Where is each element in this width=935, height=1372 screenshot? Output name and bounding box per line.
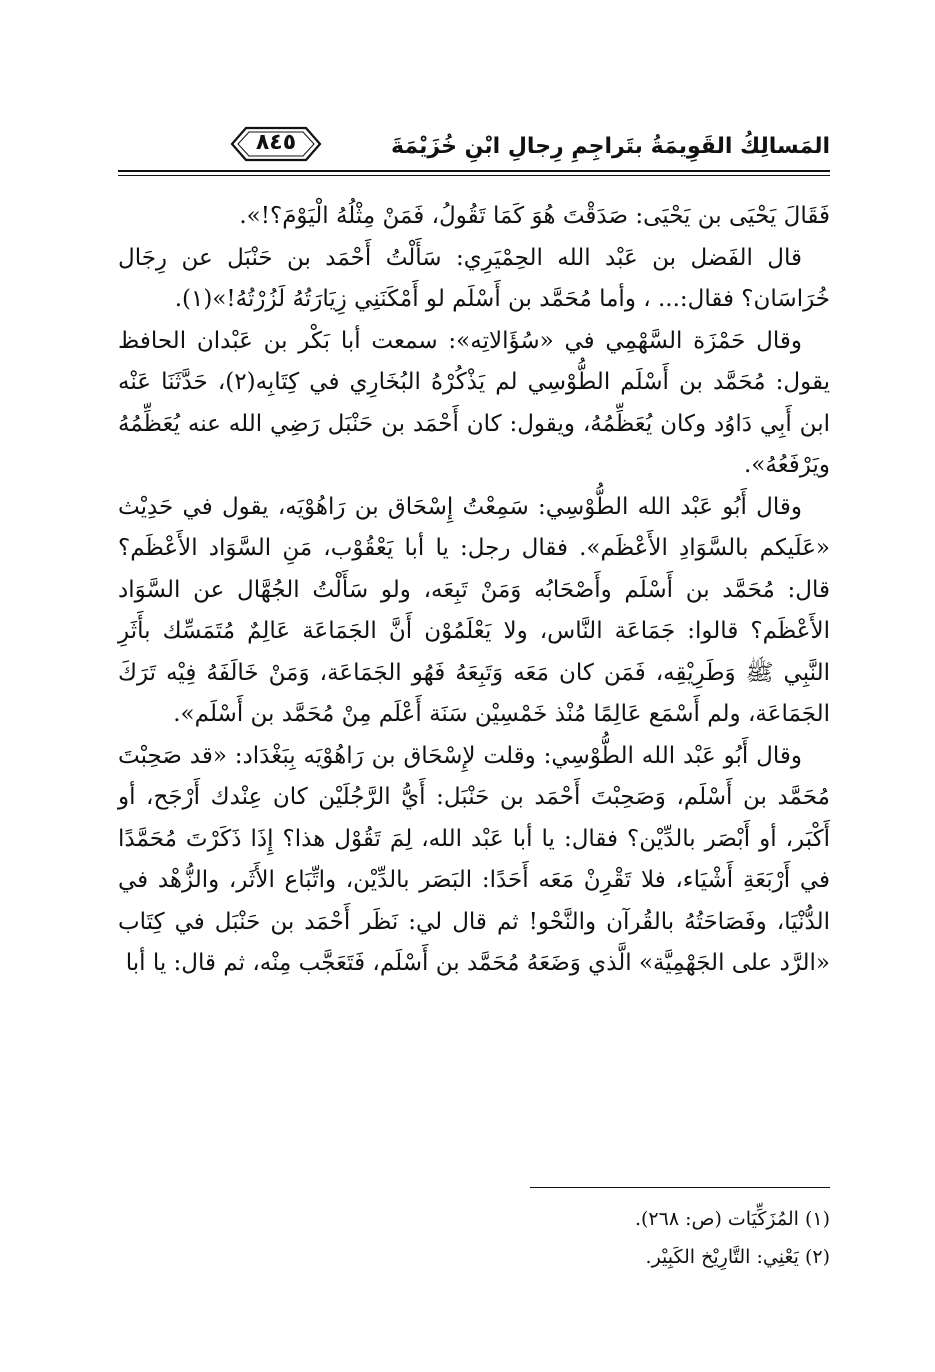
book-title: المَسالِكُ القَوِيمَةُ بتَراجِمِ رِجالِ ابْنِ خُزَيْمَةَ — [391, 134, 830, 159]
header-rule — [118, 170, 830, 172]
paragraph: فَقَالَ يَحْيَى بن يَحْيَى: صَدَقْتَ هُوَ كَمَا تَقُولُ، فَمَنْ مِثْلُهُ الْيَوْمَ؟!». — [239, 203, 830, 229]
header-rule-thin — [118, 175, 830, 176]
footnote: (١) المُزَكِّيَات (ص: ٢٦٨). — [634, 1208, 830, 1230]
paragraph: وقال حَمْزَة السَّهْمِي في «سُؤَالاتِه»: سمعت أبا بَكْر بن عَبْدان الحافظ يقول: مُحَمَّد بن أَسْلَم الطُّوْسِي لم يَذْكُرْهُ البُخَارِي في كِتَابِه(٢)، حَدَّثَنَا عَنْه ابن أَبِي دَاوُد وكان يُعَظِّمُهُ، ويقول: كان أَحْمَد بن حَنْبَل رَضِي الله عنه يُعَظِّمُهُ ويَرْفَعُهُ». — [118, 327, 830, 478]
page-header — [118, 120, 830, 180]
paragraph: قال الفَضل بن عَبْد الله الحِمْيَرِي: سَأَلْتُ أَحْمَد بن حَنْبَل عن رِجَال خُرَاسَان؟ فقال:... ، وأما مُحَمَّد بن أَسْلَم لو أَمْكَنَنِي زِيَارَتُهُ لَزُرْتُهُ!»(١). — [118, 244, 830, 312]
main-text — [118, 196, 830, 985]
page-number: ٨٤٥ — [255, 130, 297, 155]
footnotes — [118, 1200, 830, 1276]
paragraph: وقال أَبُو عَبْد الله الطُّوْسِي: سَمِعْتُ إِسْحَاق بن رَاهُوْيَه، يقول في حَدِيْث «عَلَيكم بالسَّوَادِ الأَعْظَم». فقال رجل: يا أبا يَعْقُوْب، مَنِ السَّوَاد الأَعْظَم؟ قال: مُحَمَّد بن أَسْلَم وأَصْحَابُه وَمَنْ تَبِعَه، ولو سَأَلْتُ الجُهَّال عن السَّوَاد الأَعْظَم؟ قالوا: جَمَاعَة النَّاس، ولا يَعْلَمُوْن أَنَّ الجَمَاعَة عَالِمٌ مُتَمَسِّك بأَثَرِ النَّبِي ﷺ وَطَرِيْقِه، فَمَن كان مَعَه وَتَبِعَهُ فَهُو الجَمَاعَة، وَمَنْ خَالَفَهُ فِيْه تَرَكَ الجَمَاعَة، ولم أَسْمَع عَالِمًا مُنْذ خَمْسِيْن سَنَة أَعْلَم مِنْ مُحَمَّد بن أَسْلَم». — [118, 493, 830, 727]
footnote: (٢) يَعْنِي: التَّارِيْخ الكَبِيْر. — [645, 1246, 830, 1268]
paragraph: وقال أَبُو عَبْد الله الطُّوْسِي: وقلت لإِسْحَاق بن رَاهُوْيَه بِبَغْدَاد: «قد صَحِبْتَ مُحَمَّد بن أَسْلَم، وَصَحِبْتَ أَحْمَد بن حَنْبَل: أَيُّ الرَّجُلَيْن كان عِنْدك أَرْجَح، أو أَكْبَر، أو أَبْصَر بالدِّيْن؟ فقال: يا أبا عَبْد الله، لِمَ تَقُوْل هذا؟ إِذَا ذَكَرْتَ مُحَمَّدًا في أَرْبَعَةِ أَشْيَاء، فلا تَقْرِنْ مَعَه أَحَدًا: البَصَر بالدِّيْن، واتِّبَاع الأَثَر، والزُّهْد في الدُّنْيَا، وفَصَاحَتُهُ بالقُرآن والنَّحْو! ثم قال لي: نَظَر أَحْمَد بن حَنْبَل في كِتَاب «الرَّد على الجَهْمِيَّة» الَّذي وَضَعَهُ مُحَمَّد بن أَسْلَم، فَتَعَجَّب مِنْه، ثم قال: يا أبا — [118, 742, 830, 976]
page-number-badge — [228, 122, 324, 166]
footnote-separator — [530, 1187, 830, 1188]
